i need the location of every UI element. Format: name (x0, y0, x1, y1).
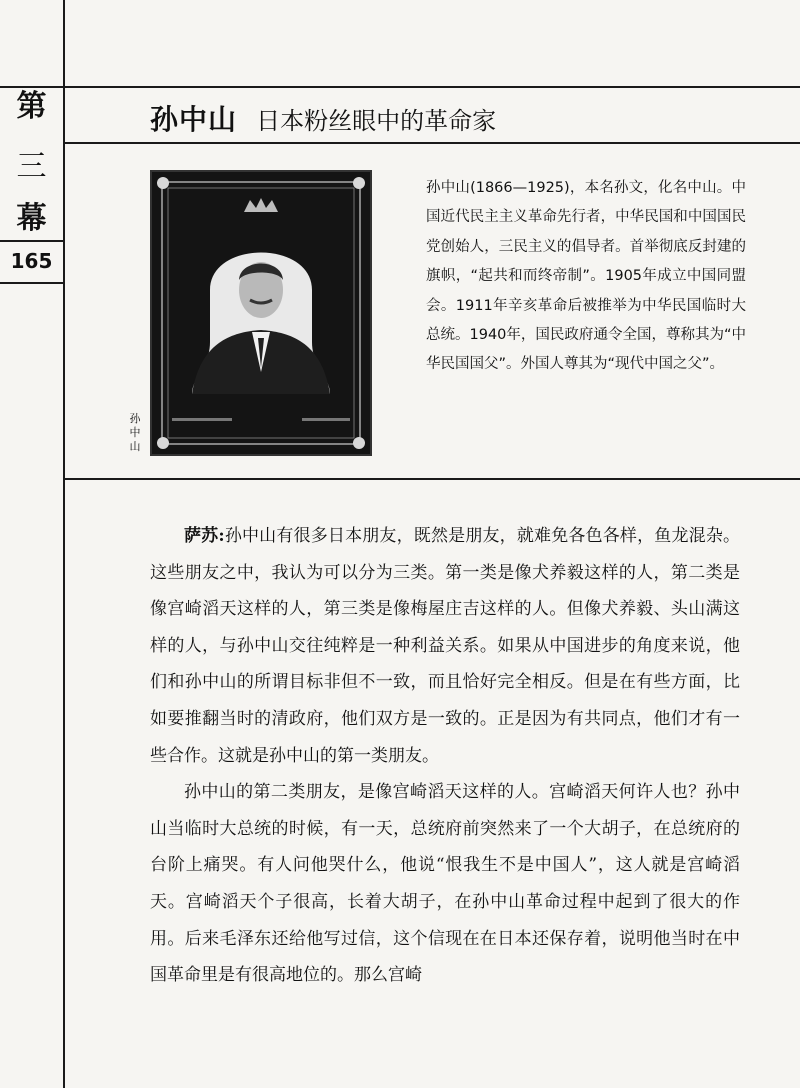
header-rule (63, 86, 800, 88)
section-divider (63, 478, 800, 480)
article-body (150, 518, 740, 994)
chapter-char-1: 第 (16, 89, 47, 124)
paragraph-1 (150, 518, 740, 774)
biography-text: 孙中山(1866—1925)，本名孙文，化名中山。中国近代民主主义革命先行者，中华民国和中国国民党创始人，三民主义的倡导者。首举彻底反封建的旗帜，“起共和而终帝制”。1905年成立中国同盟会。1911年辛亥革命后被推举为中华民国临时大总统。1940年，国民政府通令全国，尊称其为“中华民国国父”。外国人尊其为“现代中国之父”。 (426, 180, 746, 373)
article-title (150, 98, 496, 138)
page-number: 165 (0, 240, 63, 284)
title-name: 孙中山 (150, 103, 238, 136)
portrait-caption: 孙中山 (129, 412, 141, 453)
chapter-char-2: 三 (16, 149, 47, 184)
left-margin-rule (63, 0, 65, 1088)
chapter-char-3: 幕 (16, 201, 47, 236)
title-rule (63, 142, 800, 144)
portrait-image (152, 172, 370, 454)
paragraph-2: 孙中山的第二类朋友，是像宫崎滔天这样的人。宫崎滔天何许人也？孙中山当临时大总统的时候，有一天，总统府前突然来了一个大胡子，在总统府的台阶上痛哭。有人问他哭什么，他说“恨我生不是中国人”，这人就是宫崎滔天。宫崎滔天个子很高，长着大胡子，在孙中山革命过程中起到了很大的作用。后来毛泽东还给他写过信，这个信现在在日本还保存着，说明他当时在中国革命里是有很高地位的。那么宫崎 (150, 782, 740, 986)
portrait-photo (150, 170, 372, 456)
title-subtitle: 日本粉丝眼中的革命家 (256, 107, 497, 135)
paragraph-1-text: 孙中山有很多日本朋友，既然是朋友，就难免各色各样，鱼龙混杂。这些朋友之中，我认为可以分为三类。第一类是像犬养毅这样的人，第二类是像宫崎滔天这样的人，第三类是像梅屋庄吉这样的人。但像犬养毅、头山满这样的人，与孙中山交往纯粹是一种利益关系。如果从中国进步的角度来说，他们和孙中山的所谓目标非但不一致，而且恰好完全相反。但是在有些方面，比如要推翻当时的清政府，他们双方是一致的。正是因为有共同点，他们才有一些合作。这就是孙中山的第一类朋友。 (150, 526, 741, 766)
speaker-label: 萨苏: (184, 526, 225, 546)
